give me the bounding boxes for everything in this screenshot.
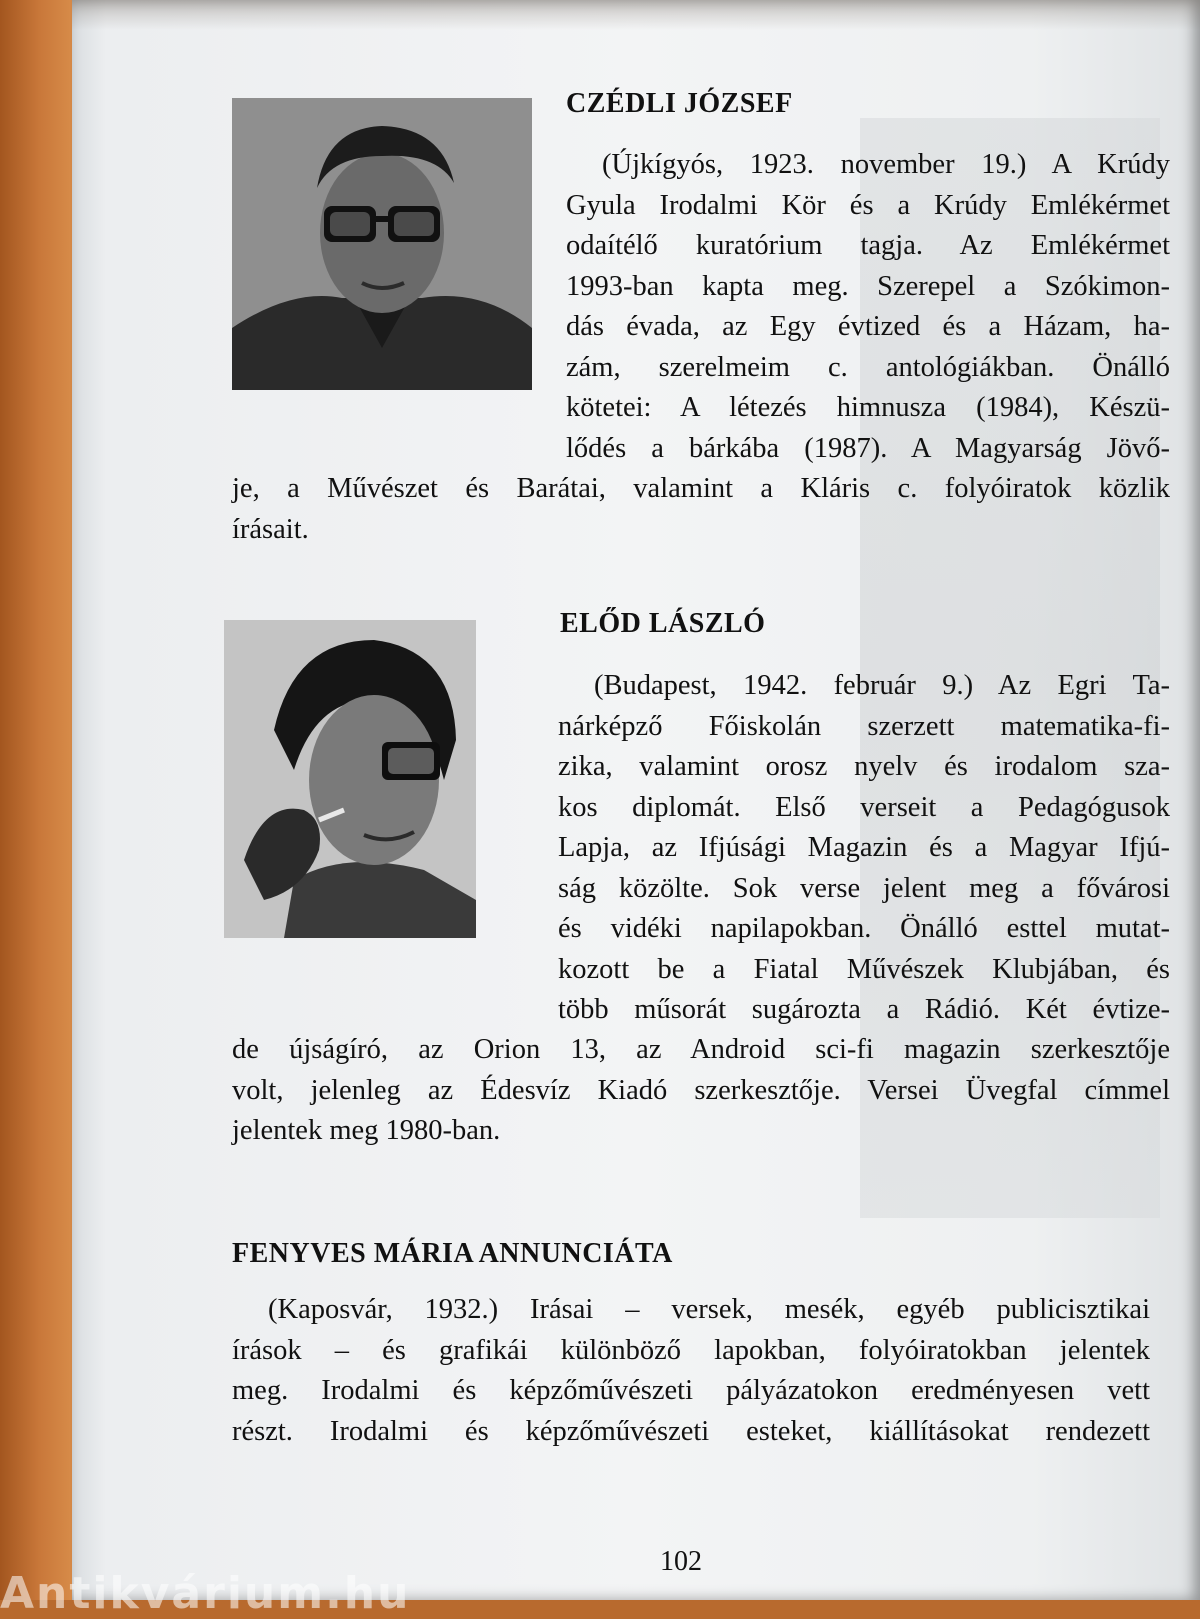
- text-line: és vidéki napilapokban. Önálló esttel mutat-: [558, 913, 1170, 944]
- text-line: volt, jelenleg az Édesvíz Kiadó szerkesztője. Versei Üvegfal címmel: [232, 1074, 1170, 1106]
- text-line: Lapja, az Ifjúsági Magazin és a Magyar Ifjú-: [558, 832, 1170, 863]
- text-line: dás évada, az Egy évtized és a Házam, ha-: [566, 311, 1170, 342]
- portrait-photo-czedli-jozsef: [232, 98, 532, 390]
- entry-name-czedli-jozsef: CZÉDLI JÓZSEF: [566, 88, 793, 119]
- text-line: (Kaposvár, 1932.) Irásai – versek, mesék, egyéb publicisztikai: [268, 1294, 1150, 1325]
- text-line: kozott be a Fiatal Művészek Klubjában, és: [558, 953, 1170, 985]
- entry-name-fenyves-maria-annunciata: FENYVES MÁRIA ANNUNCIÁTA: [232, 1238, 673, 1269]
- watermark: Antikvárium.hu: [0, 1568, 411, 1619]
- text-line: lődés a bárkába (1987). A Magyarság Jövő-: [566, 432, 1170, 464]
- text-line: több műsorát sugározta a Rádió. Két évtize-: [558, 994, 1170, 1025]
- text-line: (Budapest, 1942. február 9.) Az Egri Ta-: [594, 670, 1170, 701]
- text-line: írásait.: [232, 513, 309, 545]
- text-line: je, a Művészet és Barátai, valamint a Kláris c. folyóiratok közlik: [232, 473, 1170, 504]
- text-line: (Újkígyós, 1923. november 19.) A Krúdy: [602, 149, 1170, 180]
- text-line: részt. Irodalmi és képzőművészeti esteket, kiállításokat rendezett: [232, 1415, 1150, 1447]
- text-line: meg. Irodalmi és képzőművészeti pályázatokon eredményesen vett: [232, 1375, 1150, 1406]
- page-shadow: [72, 0, 1200, 30]
- text-line: jelentek meg 1980-ban.: [232, 1115, 501, 1146]
- text-line: de újságíró, az Orion 13, az Android sci-fi magazin szerkesztője: [232, 1034, 1170, 1065]
- text-line: írások – és grafikái különböző lapokban, folyóiratokban jelentek: [232, 1334, 1150, 1366]
- entry-text-czedli-jozsef-continued: [232, 469, 1170, 550]
- entry-name-elod-laszlo: ELŐD LÁSZLÓ: [560, 608, 766, 639]
- page-number: 102: [660, 1546, 702, 1577]
- text-line: kötetei: A létezés himnusza (1984), Készü-: [566, 392, 1170, 423]
- text-line: zám, szerelmeim c. antológiákban. Önálló: [566, 351, 1170, 383]
- entry-text-elod-laszlo: [558, 666, 1170, 1031]
- text-line: zika, valamint orosz nyelv és irodalom sza-: [558, 751, 1170, 782]
- text-line: odaítélő kuratórium tagja. Az Emlékérmet: [566, 230, 1170, 261]
- portrait-elod-drawing: [224, 620, 476, 938]
- text-line: 1993-ban kapta meg. Szerepel a Szókimon-: [566, 270, 1170, 302]
- text-line: nárképző Főiskolán szerzett matematika-fi-: [558, 710, 1170, 742]
- text-line: kos diplomát. Első verseit a Pedagógusok: [558, 791, 1170, 823]
- entry-text-fenyves-maria-annunciata: [232, 1290, 1150, 1452]
- text-line: Gyula Irodalmi Kör és a Krúdy Emlékérmet: [566, 189, 1170, 221]
- entry-text-elod-laszlo-continued: [232, 1030, 1170, 1152]
- entry-text-czedli-jozsef: [566, 145, 1170, 469]
- portrait-photo-elod-laszlo: [224, 620, 476, 938]
- portrait-czedli-drawing: [232, 98, 532, 390]
- text-line: ság közölte. Sok verse jelent meg a fővárosi: [558, 872, 1170, 904]
